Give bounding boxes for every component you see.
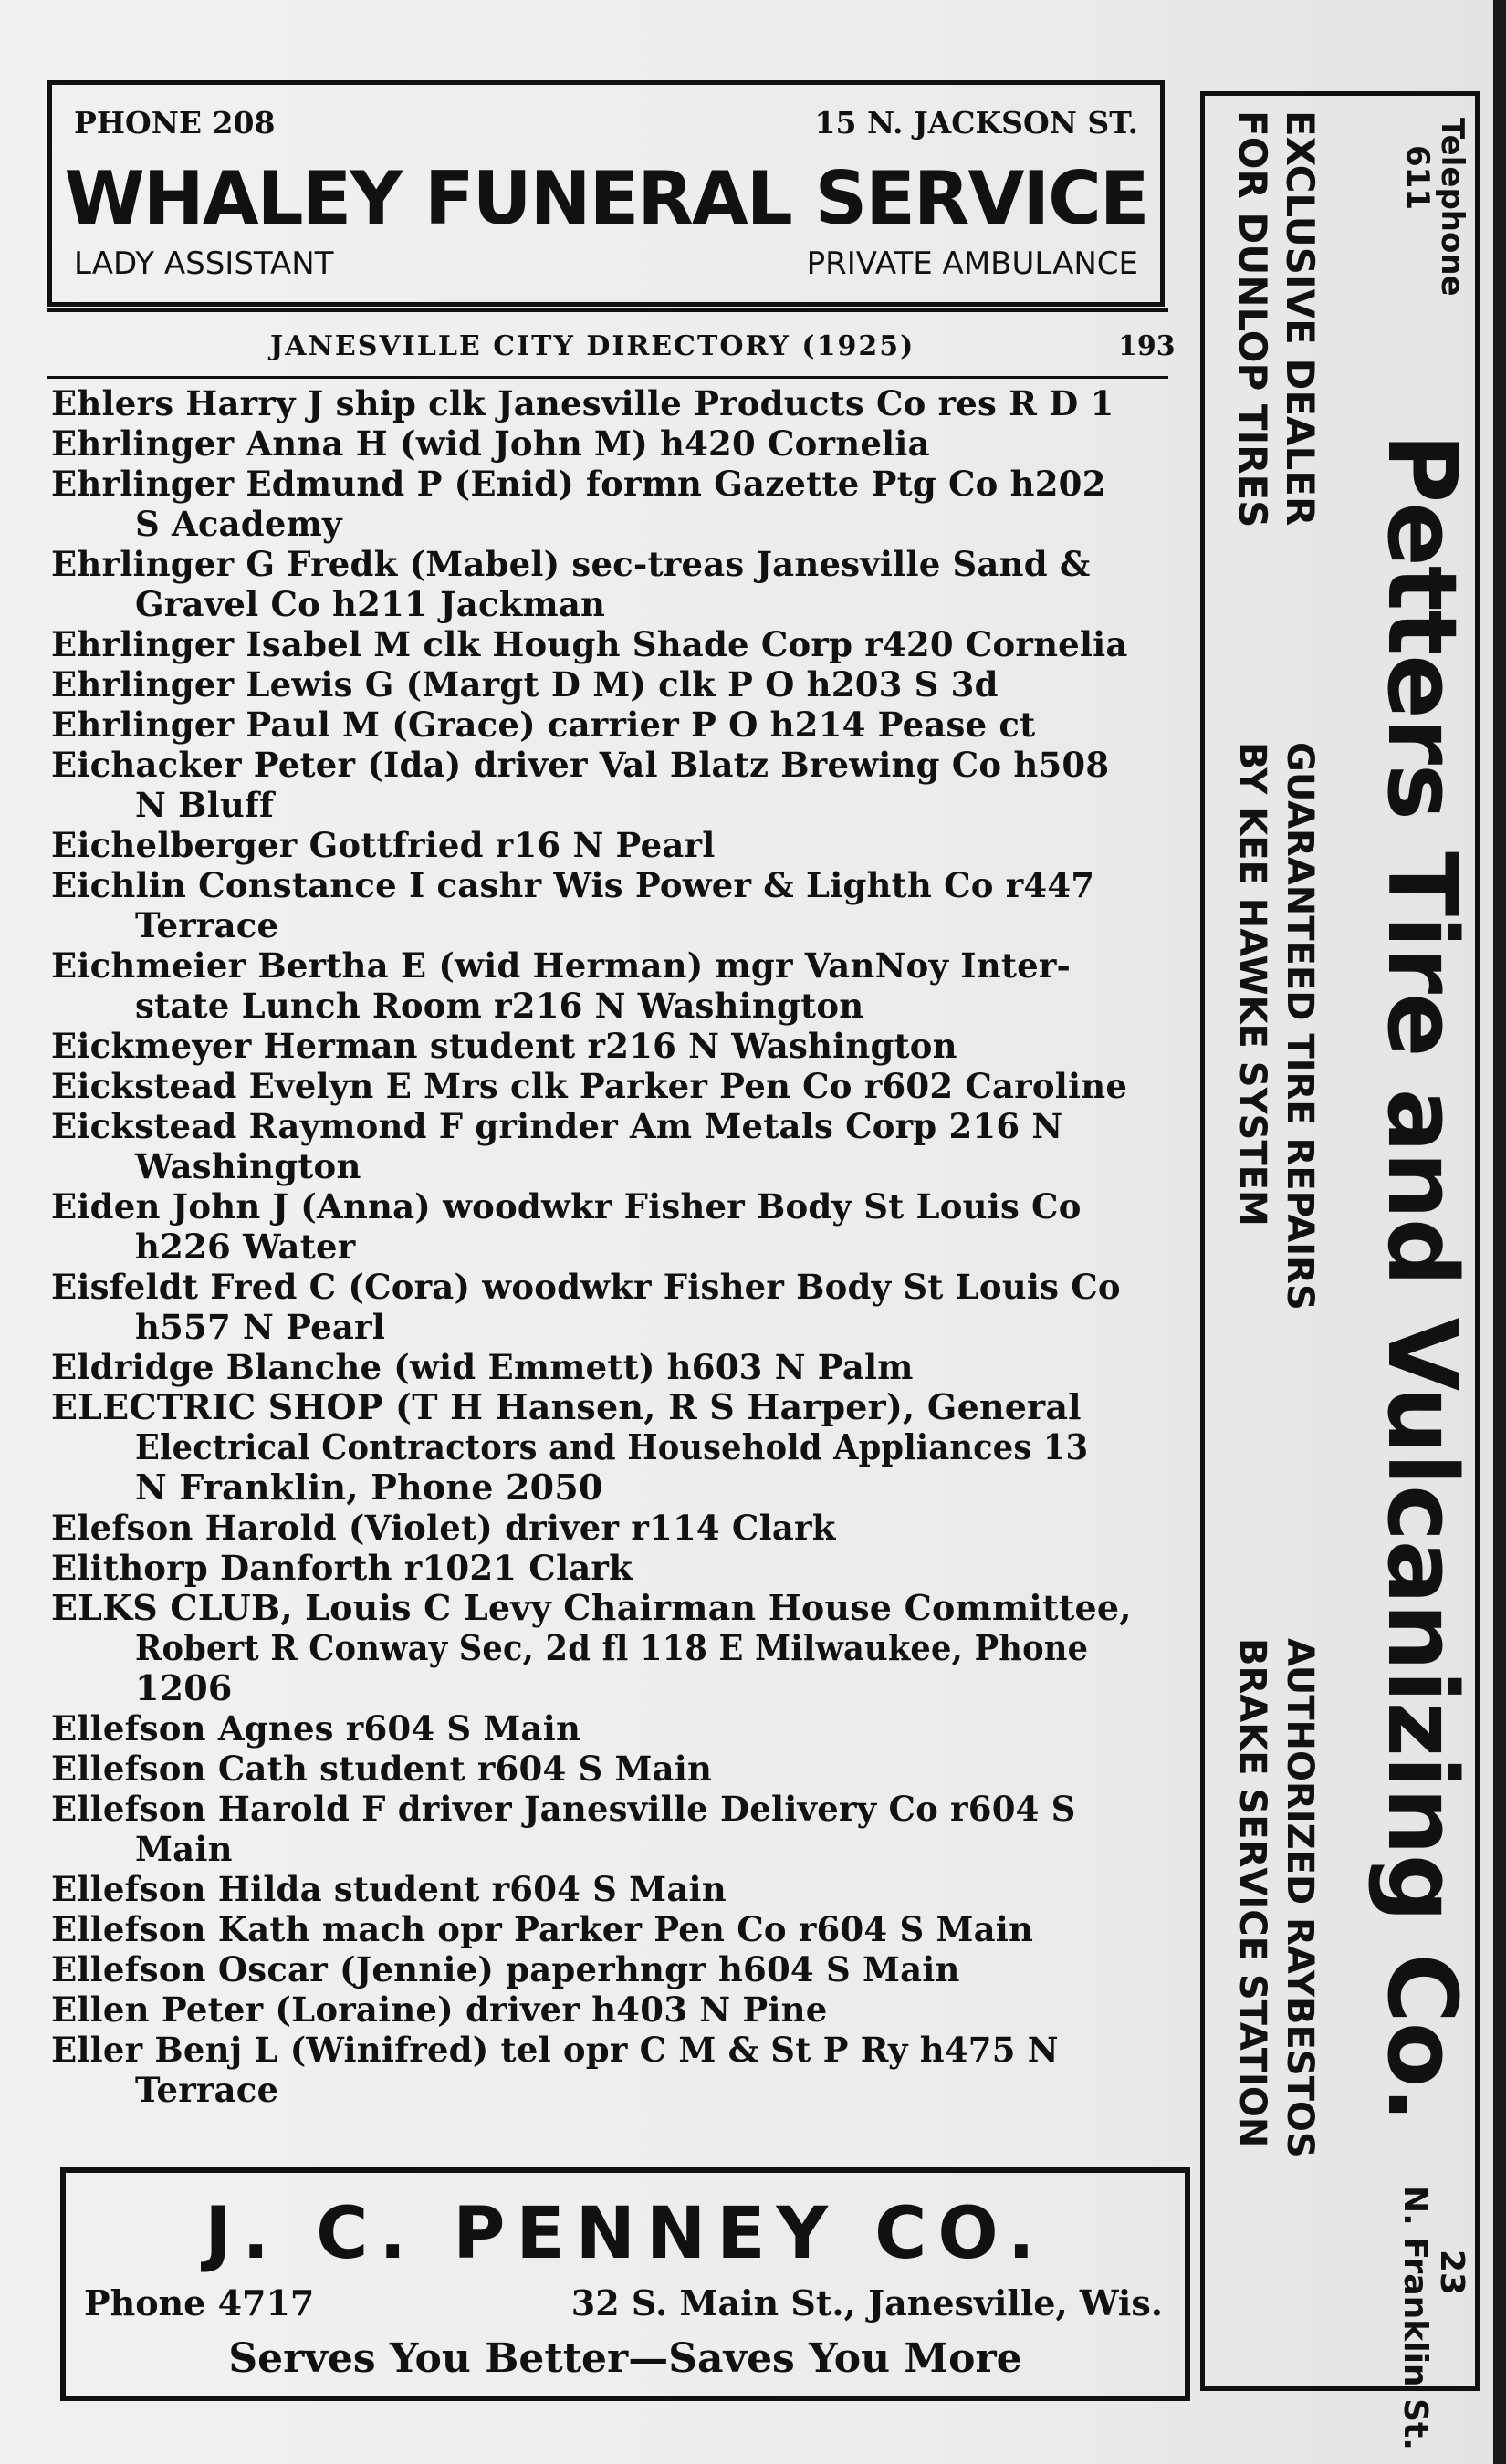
entry-line: Ehrlinger Anna H (wid John M) h420 Cornelia <box>51 423 930 464</box>
running-header: JANESVILLE CITY DIRECTORY (1925) <box>270 330 915 362</box>
entry-line: Eiden John J (Anna) woodwkr Fisher Body St Louis Co <box>51 1186 1082 1227</box>
directory-entry <box>51 705 1172 745</box>
entry-line: Ehlers Harry J ship clk Janesville Products Co res R D 1 <box>51 383 1114 423</box>
side-ad-exclusive <box>1229 110 1323 527</box>
entry-line: ELKS CLUB, Louis C Levy Chairman House Committee, <box>51 1587 1132 1628</box>
side-ad-authorized <box>1229 1638 1323 2158</box>
entry-line: Ellefson Cath student r604 S Main <box>51 1749 713 1789</box>
entry-continuation: N Bluff <box>135 785 275 825</box>
ad-address: 32 S. Main St., Janesville, Wis. <box>570 2282 1163 2323</box>
entry-continuation: h557 N Pearl <box>135 1307 386 1347</box>
ad-divider <box>47 308 1168 312</box>
directory-entry <box>51 1186 1172 1267</box>
entry-line: Ehrlinger Isabel M clk Hough Shade Corp r420 Cornelia <box>51 624 1128 664</box>
directory-entry <box>51 1789 1172 1869</box>
entry-continuation: Terrace <box>135 905 279 945</box>
directory-entry <box>51 464 1172 544</box>
directory-entry <box>51 1347 1172 1387</box>
ad-right-note: PRIVATE AMBULANCE <box>806 245 1138 282</box>
penney-ad <box>60 2167 1190 2401</box>
entry-continuation: state Lunch Room r216 N Washington <box>135 986 864 1026</box>
side-ad-business-name: Petters Tire and Vulcanizing Co. <box>1366 433 1478 2122</box>
directory-entry <box>51 1989 1172 2030</box>
entry-line: Eldridge Blanche (wid Emmett) h603 N Palm <box>51 1347 914 1387</box>
directory-entry <box>51 825 1172 865</box>
authorized-line-2: BRAKE SERVICE STATION <box>1231 1638 1273 2148</box>
entry-line: ELECTRIC SHOP (T H Hansen, R S Harper), General <box>51 1386 1082 1427</box>
ad-slogan: Serves You Better—Saves You More <box>228 2335 1022 2382</box>
exclusive-line-2: FOR DUNLOP TIRES <box>1230 110 1275 528</box>
entry-line: Ehrlinger Paul M (Grace) carrier P O h214 Pease ct <box>51 705 1036 745</box>
directory-entry <box>51 1267 1172 1347</box>
directory-entry <box>51 1508 1172 1548</box>
directory-entry <box>51 2030 1172 2110</box>
directory-entry <box>51 1909 1172 1949</box>
entry-continuation: Washington <box>135 1146 361 1186</box>
authorized-line-1: AUTHORIZED RAYBESTOS <box>1279 1638 1321 2158</box>
directory-entry <box>51 1066 1172 1106</box>
ad-phone: PHONE 208 <box>74 105 276 141</box>
entry-line: Ehrlinger Edmund P (Enid) formn Gazette Ptg Co h202 <box>51 464 1106 504</box>
directory-entry <box>51 1749 1172 1789</box>
entry-line: Ellefson Kath mach opr Parker Pen Co r604 S Main <box>51 1909 1034 1949</box>
entry-line: Ellefson Agnes r604 S Main <box>51 1708 581 1749</box>
entry-line: Ellefson Oscar (Jennie) paperhngr h604 S Main <box>51 1949 960 1989</box>
entry-line: Eickmeyer Herman student r216 N Washington <box>51 1026 957 1066</box>
address-street: N. Franklin St. <box>1396 2186 1434 2450</box>
entry-line: Elefson Harold (Violet) driver r114 Clark <box>51 1508 836 1548</box>
entry-line: Ehrlinger G Fredk (Mabel) sec-treas Janesville Sand & <box>51 544 1091 584</box>
directory-entry <box>51 1106 1172 1186</box>
directory-entry <box>51 664 1172 705</box>
entry-continuation: Robert R Conway Sec, 2d fl 118 E Milwaukee, Phone <box>135 1627 1089 1668</box>
entry-line: Ellen Peter (Loraine) driver h403 N Pine <box>51 1989 828 2030</box>
guaranteed-line-2: BY KEE HAWKE SYSTEM <box>1231 742 1273 1227</box>
entry-continuation: 1206 <box>135 1667 233 1708</box>
entry-line: Eichlin Constance I cashr Wis Power & Lighth Co r447 <box>51 865 1095 905</box>
ad-business-name: WHALEY FUNERAL SERVICE <box>64 156 1148 241</box>
ad-left-note: LADY ASSISTANT <box>74 245 334 282</box>
entry-line: Ellefson Harold F driver Janesville Delivery Co r604 S <box>51 1789 1076 1829</box>
entry-line: Ehrlinger Lewis G (Margt D M) clk P O h203 S 3d <box>51 664 999 705</box>
side-ad-guaranteed <box>1229 742 1323 1310</box>
entry-continuation: Gravel Co h211 Jackman <box>135 584 606 624</box>
address-number: 23 <box>1433 2250 1470 2296</box>
entry-continuation: Electrical Contractors and Household Appliances 13 <box>135 1426 1089 1467</box>
entry-line: Eichmeier Bertha E (wid Herman) mgr VanNoy Inter- <box>51 945 1072 986</box>
directory-entry <box>51 544 1172 624</box>
petters-tire-ad <box>1200 91 1480 2450</box>
telephone-label: Telephone <box>1434 118 1470 297</box>
exclusive-line-1: EXCLUSIVE DEALER <box>1278 110 1323 527</box>
guaranteed-line-1: GUARANTEED TIRE REPAIRS <box>1279 742 1321 1310</box>
directory-entry <box>51 1026 1172 1066</box>
directory-entry <box>51 1548 1172 1588</box>
entry-line: Eickstead Raymond F grinder Am Metals Corp 216 N <box>51 1106 1063 1146</box>
side-ad-address <box>1396 2186 1469 2450</box>
directory-entry <box>51 865 1172 945</box>
directory-entry <box>51 423 1172 464</box>
side-ad-rotated-content <box>1205 96 1484 2450</box>
directory-entry <box>51 624 1172 664</box>
entry-continuation: h226 Water <box>135 1227 356 1267</box>
directory-entry <box>51 1708 1172 1749</box>
directory-entry <box>51 1869 1172 1909</box>
entry-line: Eller Benj L (Winifred) tel opr C M & St P Ry h475 N <box>51 2030 1059 2070</box>
telephone-number: 611 <box>1399 145 1436 210</box>
page-number: 193 <box>1118 330 1176 362</box>
header-divider <box>47 376 1168 379</box>
entry-continuation: S Academy <box>135 504 342 544</box>
entry-line: Ellefson Hilda student r604 S Main <box>51 1869 727 1909</box>
ad-phone: Phone 4717 <box>84 2282 315 2323</box>
ad-address: 15 N. JACKSON ST. <box>814 105 1138 141</box>
entry-line: Eickstead Evelyn E Mrs clk Parker Pen Co r602 Caroline <box>51 1066 1128 1106</box>
directory-entry <box>51 945 1172 1026</box>
directory-entry <box>51 745 1172 825</box>
entry-continuation: Main <box>135 1829 233 1869</box>
page-edge-shadow <box>1493 0 1506 2464</box>
entry-line: Eisfeldt Fred C (Cora) woodwkr Fisher Body St Louis Co <box>51 1267 1121 1307</box>
entry-continuation: N Franklin, Phone 2050 <box>135 1467 603 1508</box>
entry-line: Elithorp Danforth r1021 Clark <box>51 1548 633 1588</box>
entry-continuation: Terrace <box>135 2070 279 2110</box>
entry-line: Eichelberger Gottfried r16 N Pearl <box>51 825 716 865</box>
directory-entry <box>51 1949 1172 1989</box>
directory-entry <box>51 1588 1172 1708</box>
ad-business-name: J. C. PENNEY CO. <box>204 2193 1046 2275</box>
entry-line: Eichacker Peter (Ida) driver Val Blatz Brewing Co h508 <box>51 745 1110 785</box>
side-ad-telephone <box>1400 118 1469 297</box>
whaley-funeral-ad <box>47 80 1165 307</box>
directory-entry <box>51 383 1172 423</box>
directory-entry <box>51 1387 1172 1508</box>
directory-listings <box>51 383 1172 2110</box>
